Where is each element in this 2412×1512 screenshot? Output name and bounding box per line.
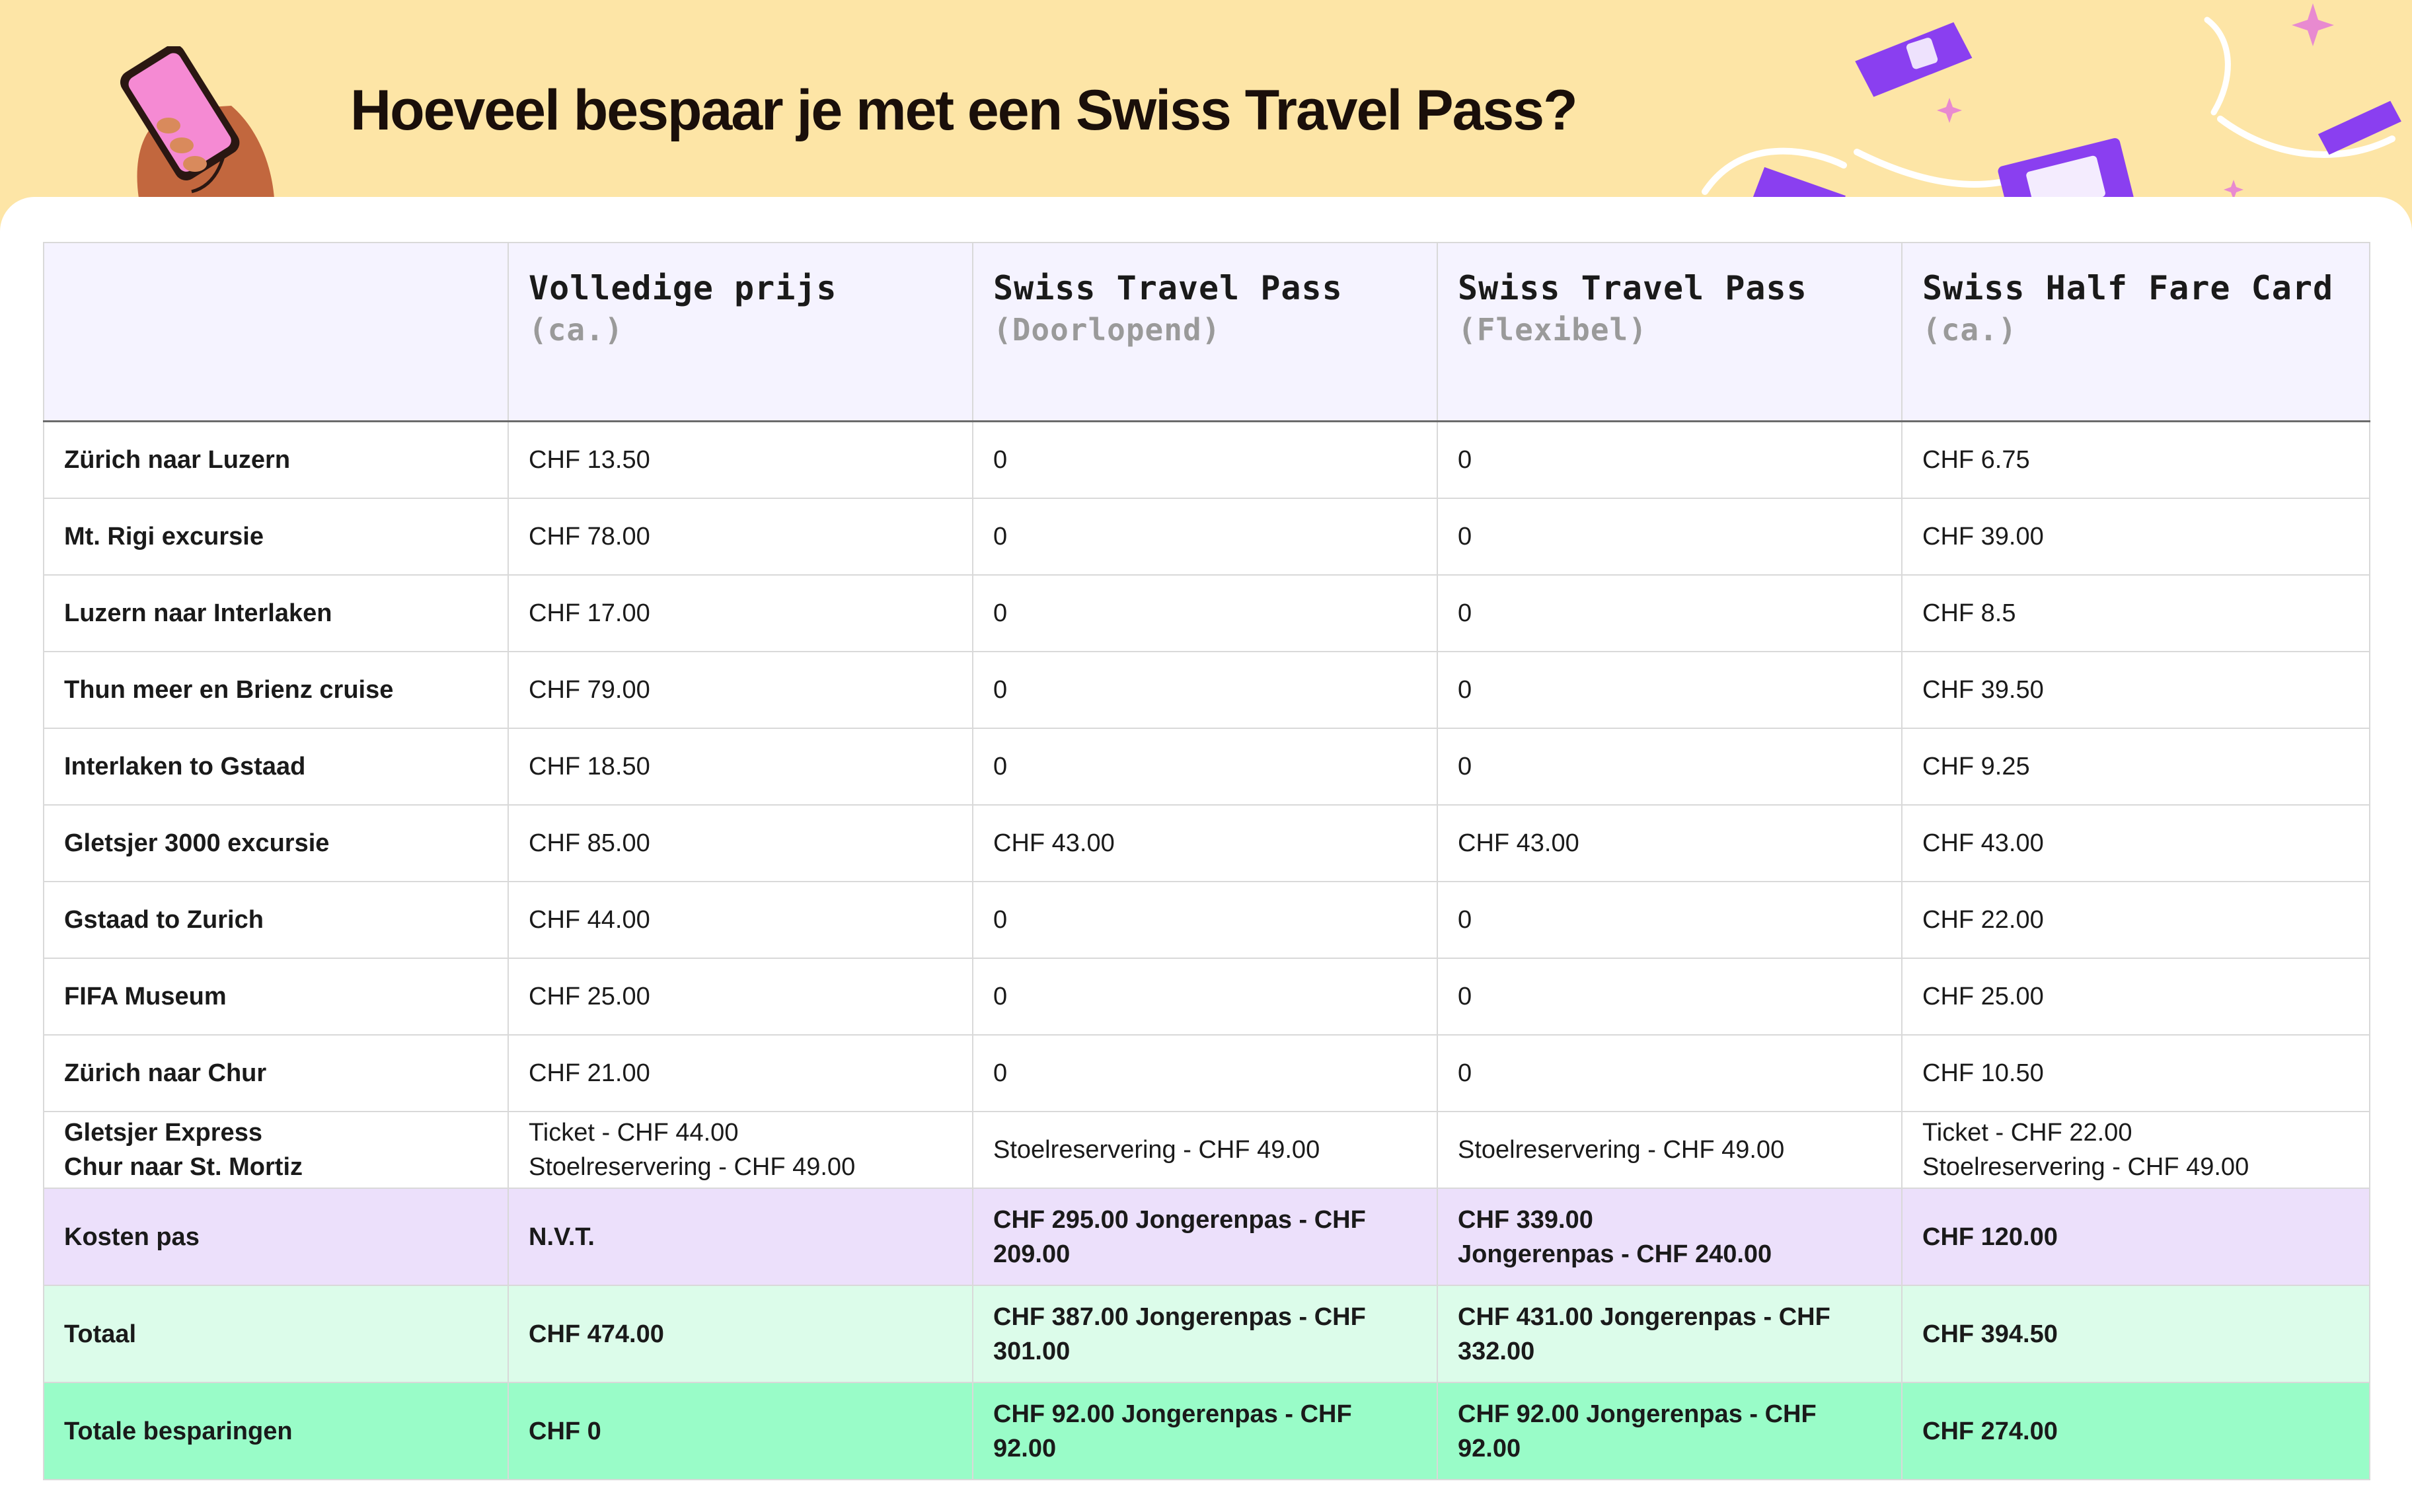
cell-travel-pass-flex: 0: [1437, 1035, 1902, 1112]
cell-half-fare: CHF 25.00: [1902, 958, 2370, 1035]
row-label: Mt. Rigi excursie: [44, 498, 508, 575]
cell-full-price: [508, 1112, 973, 1188]
cell-travel-pass-continuous: 0: [973, 882, 1437, 958]
row-label: Gstaad to Zurich: [44, 882, 508, 958]
table-header-row: [44, 243, 2370, 422]
table-row: [44, 652, 2370, 728]
column-header-travel-pass-continuous: [973, 243, 1437, 422]
cell-travel-pass-flex: CHF 43.00: [1437, 805, 1902, 882]
table-row: [44, 882, 2370, 958]
cell-full-price: CHF 474.00: [508, 1285, 973, 1382]
page-title: Hoeveel bespaar je met een Swiss Travel Pass?: [350, 79, 1577, 142]
row-label: Thun meer en Brienz cruise: [44, 652, 508, 728]
header-banner: [0, 0, 2412, 198]
table-row-pass-cost: [44, 1188, 2370, 1285]
cell-full-price: CHF 85.00: [508, 805, 973, 882]
table-row: [44, 958, 2370, 1035]
table-row: [44, 498, 2370, 575]
cell-half-fare: CHF 39.50: [1902, 652, 2370, 728]
column-header-travel-pass-flex: [1437, 243, 1902, 422]
row-label: Totaal: [44, 1285, 508, 1382]
row-label: FIFA Museum: [44, 958, 508, 1035]
column-title: Swiss Travel Pass: [993, 269, 1343, 307]
table-row: [44, 422, 2370, 499]
cell-travel-pass-continuous: 0: [973, 652, 1437, 728]
cell-travel-pass-continuous: 0: [973, 728, 1437, 805]
cell-travel-pass-continuous: 0: [973, 958, 1437, 1035]
cell-travel-pass-flex: 0: [1437, 958, 1902, 1035]
cell-full-price: N.V.T.: [508, 1188, 973, 1285]
cell-line: CHF 339.00: [1458, 1205, 1593, 1234]
cell-full-price: CHF 78.00: [508, 498, 973, 575]
cell-full-price: CHF 17.00: [508, 575, 973, 652]
cell-line: Stoelreservering - CHF 49.00: [529, 1153, 856, 1181]
column-subtitle: (ca.): [529, 312, 624, 348]
column-title: Swiss Travel Pass: [1458, 269, 1807, 307]
column-header-empty: [44, 243, 508, 422]
column-subtitle: (ca.): [1922, 312, 2017, 348]
cell-travel-pass-flex: CHF 431.00 Jongerenpas - CHF 332.00: [1437, 1285, 1902, 1382]
cell-full-price: CHF 44.00: [508, 882, 973, 958]
cell-travel-pass-flex: [1437, 1188, 1902, 1285]
row-label: Kosten pas: [44, 1188, 508, 1285]
column-header-full-price: [508, 243, 973, 422]
cell-travel-pass-continuous: CHF 295.00 Jongerenpas - CHF 209.00: [973, 1188, 1437, 1285]
row-label: Gletsjer 3000 excursie: [44, 805, 508, 882]
row-label: Zürich naar Luzern: [44, 422, 508, 499]
row-label: Zürich naar Chur: [44, 1035, 508, 1112]
row-label: [44, 1112, 508, 1188]
cell-half-fare: CHF 22.00: [1902, 882, 2370, 958]
cell-travel-pass-continuous: 0: [973, 1035, 1437, 1112]
cell-travel-pass-continuous: 0: [973, 422, 1437, 499]
cell-half-fare: CHF 9.25: [1902, 728, 2370, 805]
cell-line: Ticket - CHF 44.00: [529, 1119, 739, 1147]
table-row: [44, 805, 2370, 882]
cell-travel-pass-flex: 0: [1437, 498, 1902, 575]
cell-travel-pass-flex: 0: [1437, 728, 1902, 805]
column-subtitle: (Flexibel): [1458, 312, 1647, 348]
cell-half-fare: CHF 10.50: [1902, 1035, 2370, 1112]
hand-holding-phone-icon: [99, 46, 284, 198]
row-label: Interlaken to Gstaad: [44, 728, 508, 805]
cell-full-price: CHF 13.50: [508, 422, 973, 499]
row-label: Luzern naar Interlaken: [44, 575, 508, 652]
column-subtitle: (Doorlopend): [993, 312, 1221, 348]
table-row: [44, 1035, 2370, 1112]
cell-line: Stoelreservering - CHF 49.00: [1922, 1153, 2249, 1181]
table-row-total: [44, 1285, 2370, 1382]
cell-travel-pass-continuous: 0: [973, 575, 1437, 652]
cell-travel-pass-flex: 0: [1437, 882, 1902, 958]
cell-travel-pass-continuous: 0: [973, 498, 1437, 575]
table-row: [44, 575, 2370, 652]
cell-travel-pass-continuous: Stoelreservering - CHF 49.00: [973, 1112, 1437, 1188]
cell-line: Ticket - CHF 22.00: [1922, 1119, 2132, 1147]
cell-full-price: CHF 18.50: [508, 728, 973, 805]
column-title: Swiss Half Fare Card: [1922, 269, 2334, 307]
cell-full-price: CHF 79.00: [508, 652, 973, 728]
cell-half-fare: CHF 8.5: [1902, 575, 2370, 652]
cell-travel-pass-flex: 0: [1437, 652, 1902, 728]
cell-half-fare: CHF 274.00: [1902, 1382, 2370, 1480]
cell-half-fare: CHF 39.00: [1902, 498, 2370, 575]
cell-half-fare: CHF 43.00: [1902, 805, 2370, 882]
cell-travel-pass-continuous: CHF 387.00 Jongerenpas - CHF 301.00: [973, 1285, 1437, 1382]
cell-travel-pass-continuous: CHF 43.00: [973, 805, 1437, 882]
table-row: [44, 728, 2370, 805]
cell-travel-pass-flex: 0: [1437, 575, 1902, 652]
cell-half-fare: CHF 120.00: [1902, 1188, 2370, 1285]
comparison-table: [43, 242, 2370, 1480]
row-label: Totale besparingen: [44, 1382, 508, 1480]
column-title: Volledige prijs: [529, 269, 837, 307]
row-label-line: Gletsjer Express: [64, 1119, 262, 1147]
cell-half-fare: CHF 394.50: [1902, 1285, 2370, 1382]
cell-full-price: CHF 0: [508, 1382, 973, 1480]
table-row-total-savings: [44, 1382, 2370, 1480]
cell-travel-pass-flex: CHF 92.00 Jongerenpas - CHF 92.00: [1437, 1382, 1902, 1480]
cell-travel-pass-flex: 0: [1437, 422, 1902, 499]
table-row-glacier-express: [44, 1112, 2370, 1188]
cell-travel-pass-continuous: CHF 92.00 Jongerenpas - CHF 92.00: [973, 1382, 1437, 1480]
cell-half-fare: CHF 6.75: [1902, 422, 2370, 499]
cell-half-fare: [1902, 1112, 2370, 1188]
cell-line: Jongerenpas - CHF 240.00: [1458, 1240, 1772, 1268]
cell-full-price: CHF 25.00: [508, 958, 973, 1035]
cell-travel-pass-flex: Stoelreservering - CHF 49.00: [1437, 1112, 1902, 1188]
cell-full-price: CHF 21.00: [508, 1035, 973, 1112]
column-header-half-fare-card: [1902, 243, 2370, 422]
row-label-line: Chur naar St. Mortiz: [64, 1153, 303, 1181]
